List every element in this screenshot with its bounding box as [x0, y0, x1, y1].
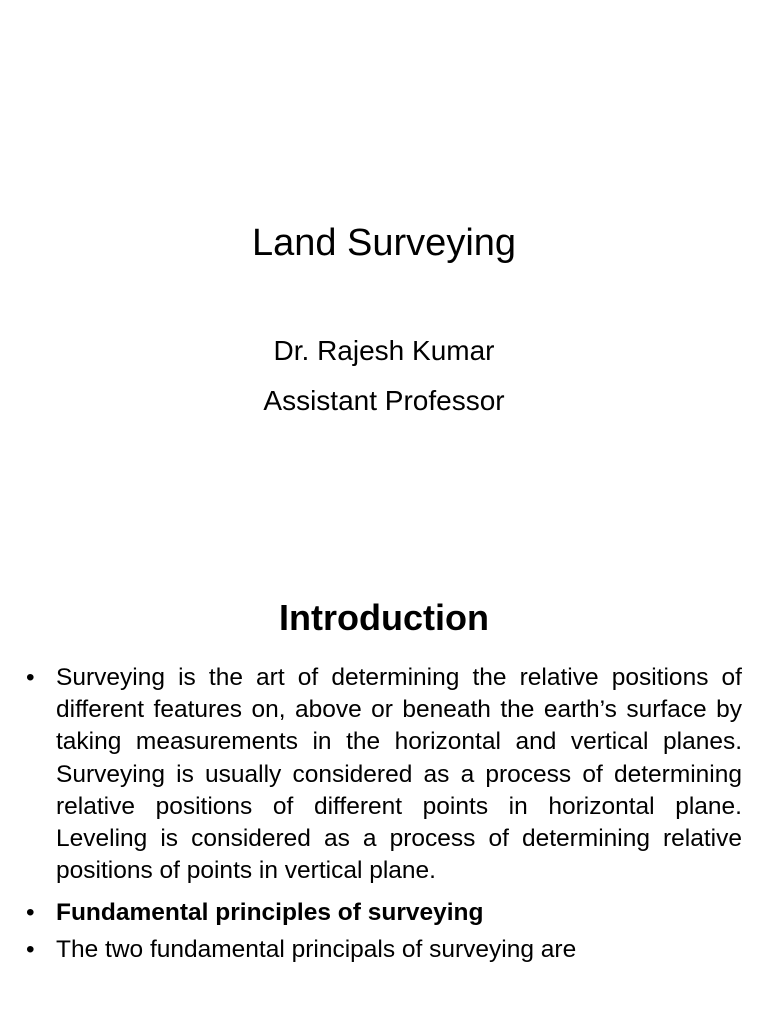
bullet-item-principles — [26, 934, 742, 966]
author-role: Assistant Professor — [263, 385, 505, 416]
introduction-slide — [0, 560, 768, 1024]
slide-title: Land Surveying — [251, 222, 517, 264]
bullet-icon: • — [26, 935, 35, 963]
bullet-text: The two fundamental principals of surveying are — [56, 935, 577, 963]
bullet-icon: • — [26, 664, 35, 691]
section-heading: Introduction — [279, 597, 489, 638]
bullet-item-definition — [26, 662, 742, 887]
bullet-icon: • — [26, 899, 35, 927]
bullet-item-principles-heading — [26, 897, 742, 929]
author-name: Dr. Rajesh Kumar — [273, 335, 495, 366]
bullet-list — [26, 662, 742, 976]
bullet-text: Surveying is the art of determining the relative positions of different features on, above or beneath the earth’s surface by taking measurements in the horizontal and vertical planes. Surveying is usually considered as a process of determining relative positions of different points in horizontal plane. Leveling is considered as a process of determining relative positions of points in vertical plane. — [56, 664, 742, 885]
bullet-text: Fundamental principles of surveying — [56, 899, 484, 927]
